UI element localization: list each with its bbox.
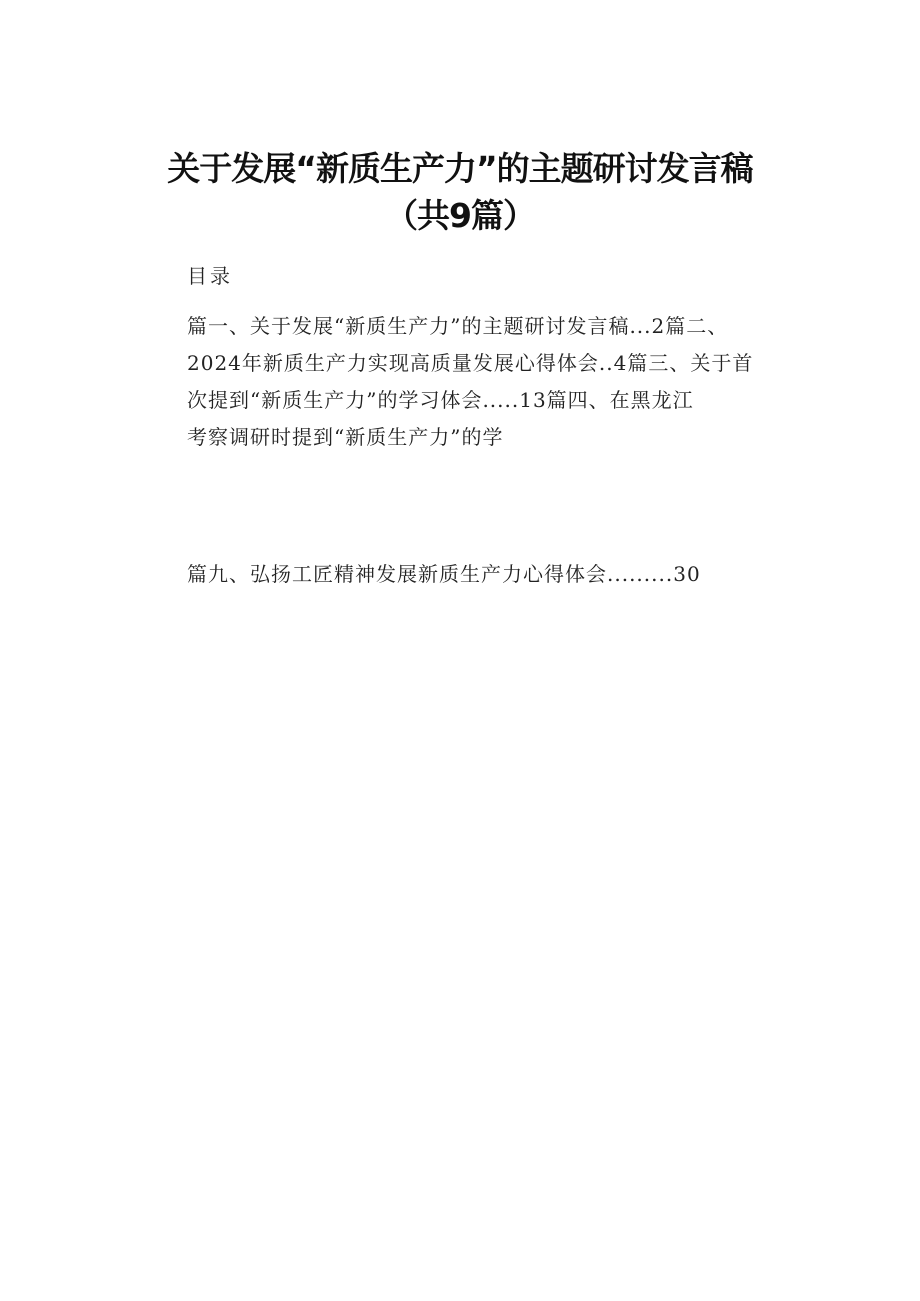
toc-line-4: 考察调研时提到“新质生产力”的学 xyxy=(187,425,504,449)
toc-line-3: 次提到“新质生产力”的学习体会.....13篇四、在黑龙江 xyxy=(187,388,694,412)
toc-heading: 目录 xyxy=(187,264,233,288)
document-title-line-1: 关于发展“新质生产力”的主题研讨发言稿 xyxy=(167,149,753,188)
toc-entries xyxy=(187,308,787,456)
toc-line-1: 篇一、关于发展“新质生产力”的主题研讨发言稿...2篇二、 xyxy=(187,314,729,338)
document-title-line-2: （共9篇） xyxy=(385,196,535,235)
toc-line-last: 篇九、弘扬工匠精神发展新质生产力心得体会.........30 xyxy=(187,562,701,586)
toc-line-2: 2024年新质生产力实现高质量发展心得体会..4篇三、关于首 xyxy=(187,351,754,375)
